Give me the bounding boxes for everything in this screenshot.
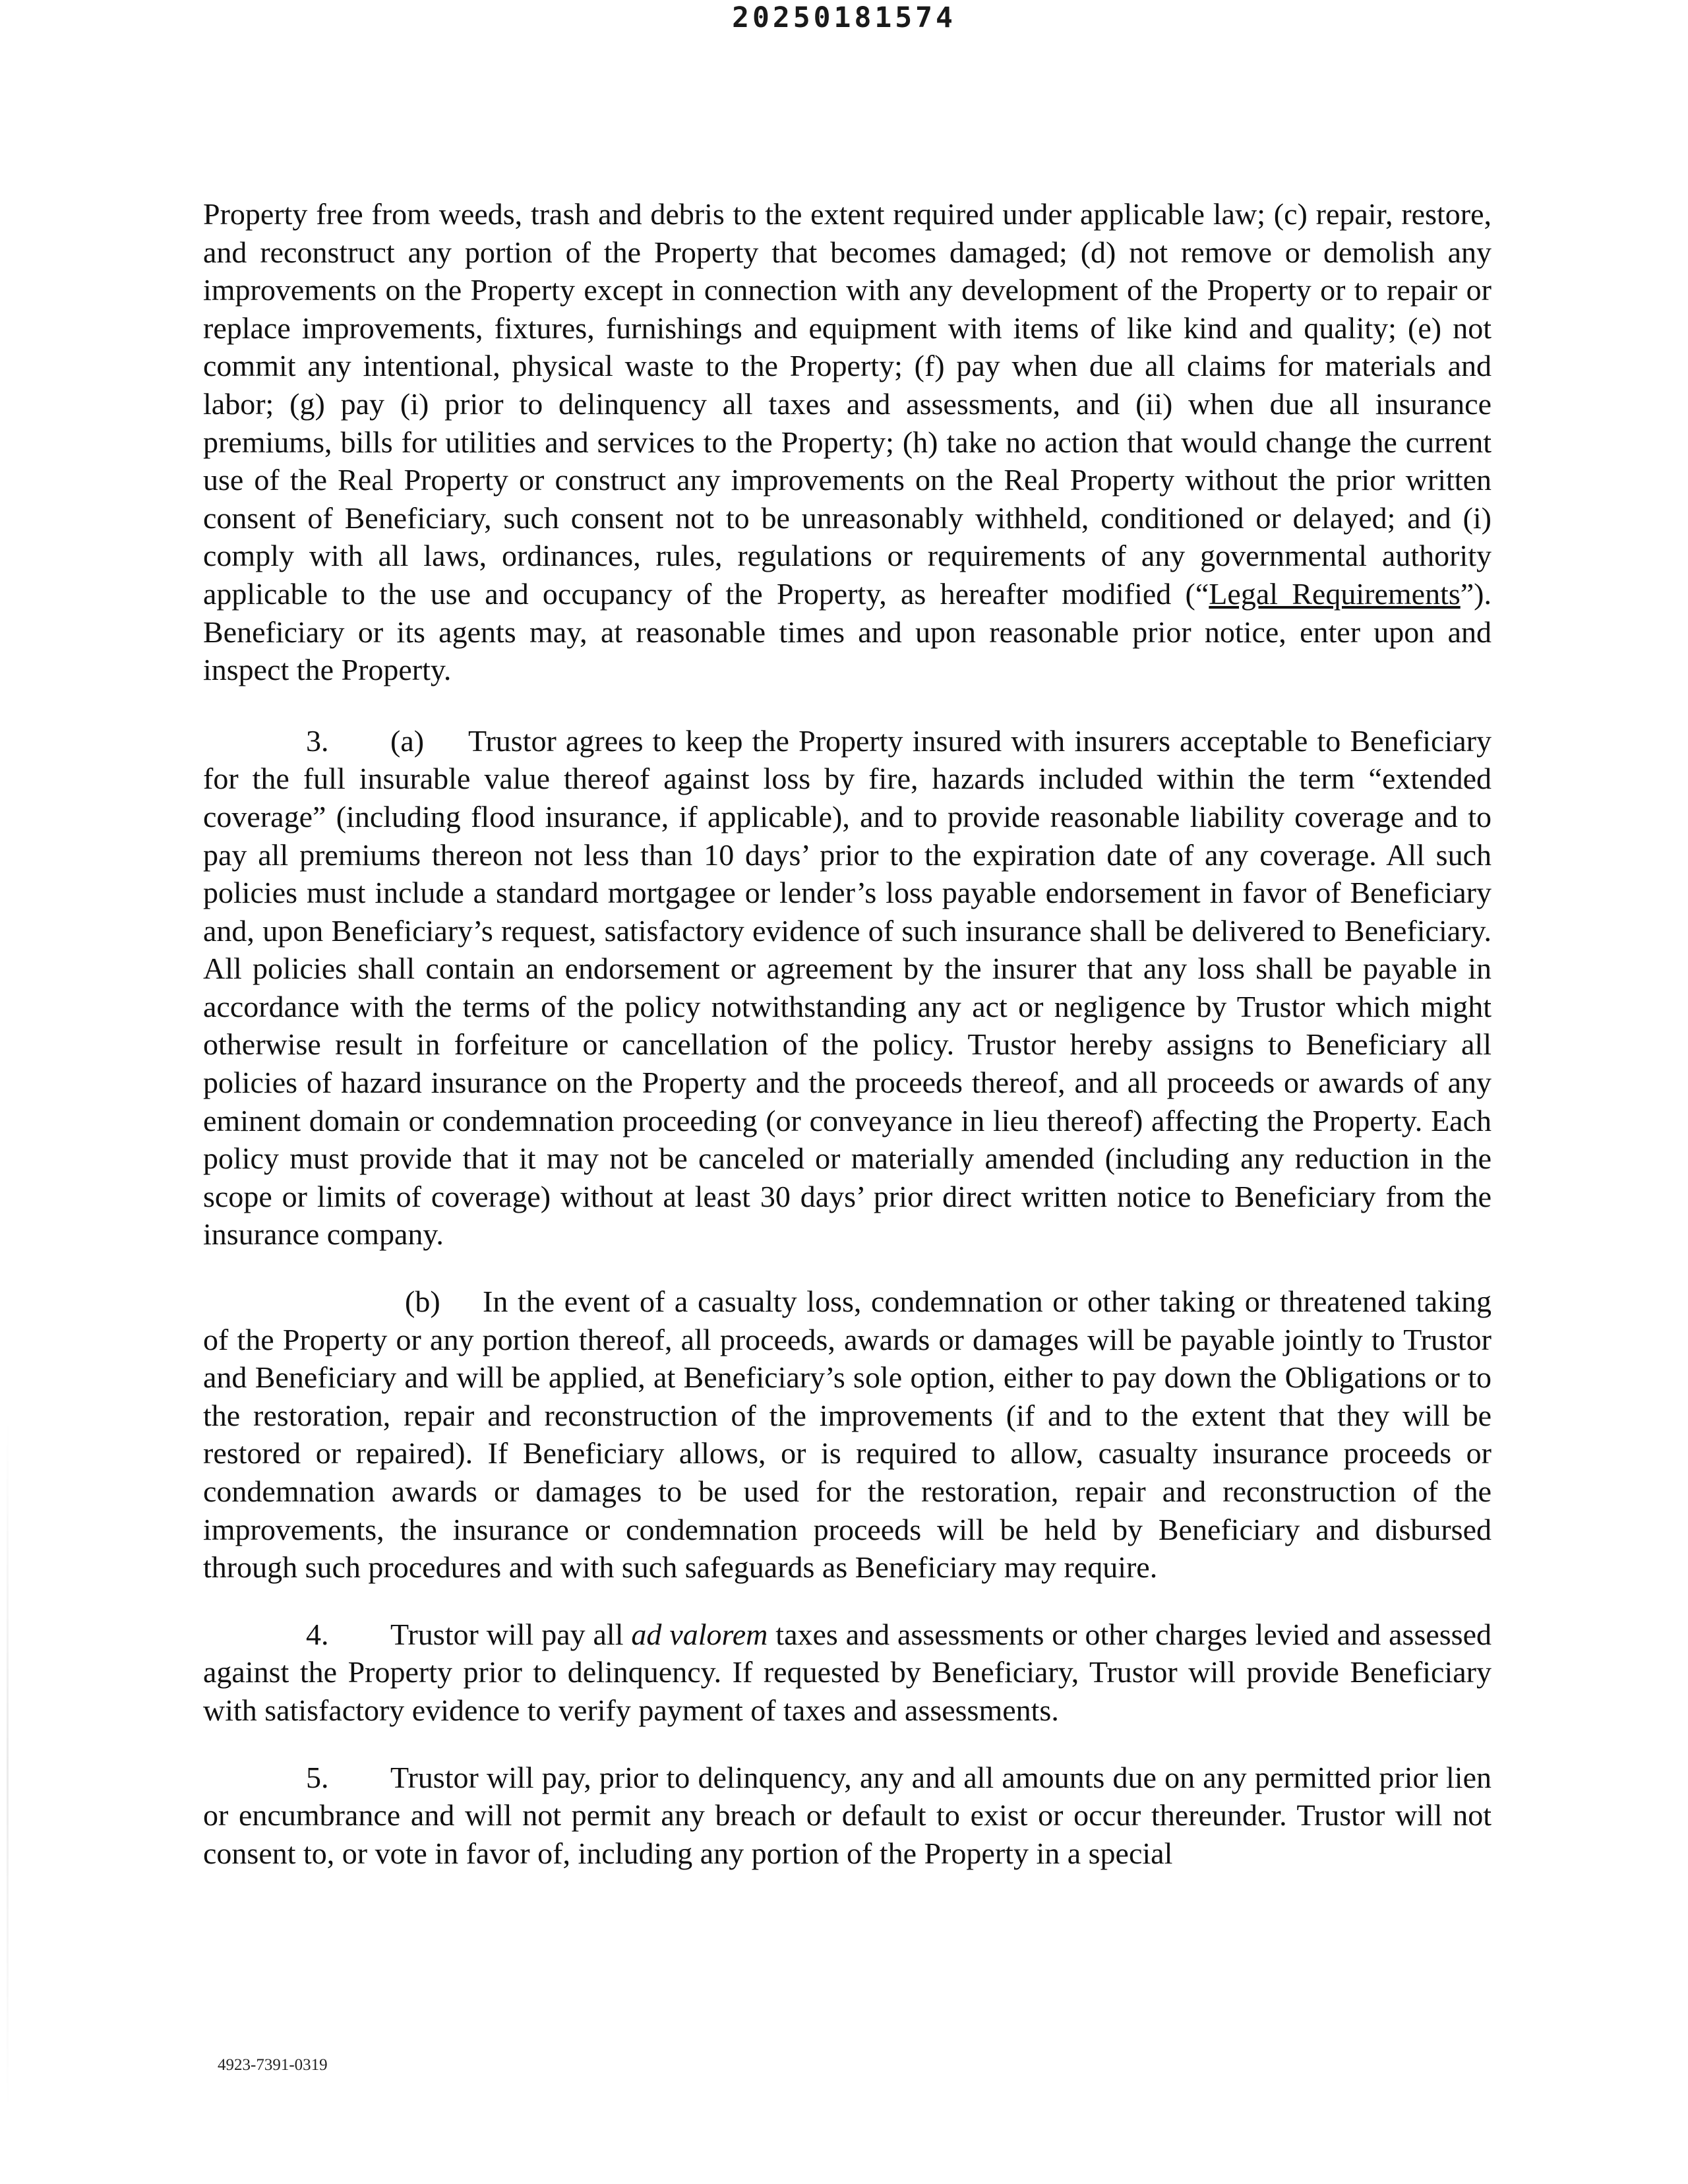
paragraph-4-text: Trustor will pay all [390, 1617, 632, 1651]
subsection-label-a: (a) [390, 723, 425, 758]
paragraph-3b-text: In the event of a casualty loss, condemnation or other taking or threatened taking of the Property or any portion thereof, all proceeds, awards or damages will be payable jointly to Trustor and Beneficiary and will be applied, at Beneficiary’s sole option, either to pay down the Obligations or to the restoration, repair and reconstruction of the improvements (if and to the extent that they will be restored or repaired). If Beneficiary allows, or is required to allow, casualty insurance proceeds or condemnation awards or damages to be used for the restoration, repair and reconstruction of the improvements, the insurance or condemnation proceeds will be held by Beneficiary and disbursed through such procedures and with such safeguards as Beneficiary may require. [203, 1285, 1492, 1585]
paragraph-3b [203, 1283, 1492, 1587]
paragraph-3a-text: Trustor agrees to keep the Property insured with insurers acceptable to Beneficiary for the full insurable value thereof against loss by fire, hazards included within the term “extended coverage” (including flood insurance, if applicable), and to provide reasonable liability coverage and to pay all premiums thereon not less than 10 days’ prior to the expiration date of any coverage. All such policies must include a standard mortgagee or lender’s loss payable endorsement in favor of Beneficiary and, upon Beneficiary’s request, satisfactory evidence of such insurance shall be delivered to Beneficiary. All policies shall contain an endorsement or agreement by the insurer that any loss shall be payable in accordance with the terms of the policy notwithstanding any act or negligence by Trustor which might otherwise result in forfeiture or cancellation of the policy. Trustor hereby assigns to Beneficiary all policies of hazard insurance on the Property and the proceeds thereof, and all proceeds or awards of any eminent domain or condemnation proceeding (or conveyance in lieu thereof) affecting the Property. Each policy must provide that it may not be canceled or materially amended (including any reduction in the scope or limits of coverage) without at least 30 days’ prior direct written notice to Beneficiary from the insurance company. [203, 723, 1492, 1252]
paragraph-4-tail: taxes and assessments or other charges levied and assessed against the Property prior to delinquency. If requested by Beneficiary, Trustor will provide Beneficiary with satisfactory evidence to verify payment of taxes and assessments. [203, 1617, 1492, 1727]
document-body [203, 195, 1492, 1901]
paragraph-3a [203, 722, 1492, 1254]
paragraph-5-text: Trustor will pay, prior to delinquency, any and all amounts due on any permitted prior lien or encumbrance and will not permit any breach or default to exist or occur thereunder. Trustor will not consent to, or vote in favor of, including any portion of the Property in a special [203, 1760, 1492, 1870]
section-number-3: 3. [306, 723, 329, 758]
defined-term-legal-requirements: Legal Requirements [1209, 576, 1461, 611]
section-number-4: 4. [306, 1617, 329, 1651]
paragraph-continued-tail: ”). Beneficiary or its agents may, at reasonable times and upon reasonable prior notice, enter upon and inspect the Property. [203, 576, 1492, 687]
paragraph-5 [203, 1759, 1492, 1873]
recording-number: 20250181574 [732, 1, 956, 34]
subsection-label-b: (b) [405, 1285, 440, 1319]
scan-edge-artifact [7, 1418, 9, 2110]
section-number-5: 5. [306, 1760, 329, 1794]
paragraph-continued [203, 195, 1492, 689]
paragraph-4 [203, 1616, 1492, 1730]
paragraph-continued-text: Property free from weeds, trash and debris to the extent required under applicable law; (c) repair, restore, and reconstruct any portion of the Property that becomes damaged; (d) not remove or demolish any improvements on the Property except in connection with any development of the Property or to repair or replace improvements, fixtures, furnishings and equipment with items of like kind and quality; (e) not commit any intentional, physical waste to the Property; (f) pay when due all claims for materials and labor; (g) pay (i) prior to delinquency all taxes and assessments, and (ii) when due all insurance premiums, bills for utilities and services to the Property; (h) take no action that would change the current use of the Real Property or construct any improvements on the Real Property without the prior written consent of Beneficiary, such consent not to be unreasonably withheld, conditioned or delayed; and (i) comply with all laws, ordinances, rules, regulations or requirements of any governmental authority applicable to the use and occupancy of the Property, as hereafter modified (“ [203, 197, 1492, 611]
latin-term-ad-valorem: ad valorem [631, 1617, 768, 1651]
document-code: 4923-7391-0319 [218, 2056, 328, 2074]
